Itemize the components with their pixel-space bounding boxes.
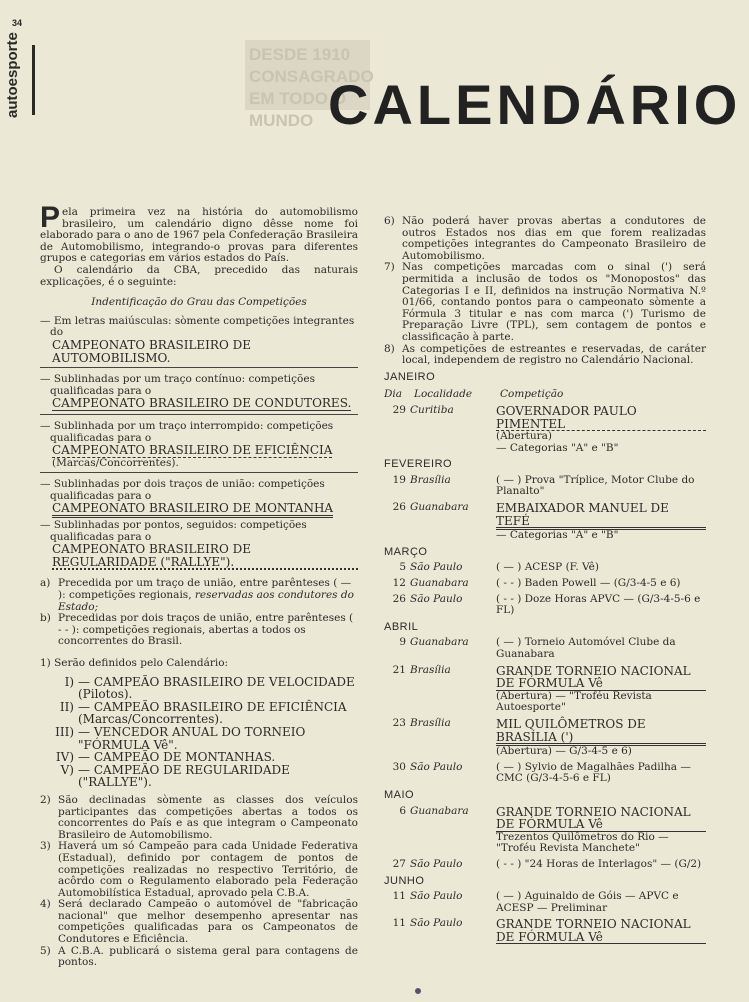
title-item: II) — CAMPEÃO BRASILEIRO DE EFICIÊNCIA (Marcas/Concorrentes). [59,699,347,727]
table-header [384,389,706,401]
title-item: I) — CAMPEÃO BRASILEIRO DE VELOCIDADE (Pilotos). [64,674,355,702]
event-day: 5 [399,561,406,574]
event-competition: ( — ) Torneio Automóvel Clube da Guanabara [496,636,676,660]
event-place: Guanabara [410,804,469,817]
event-competition: GRANDE TORNEIO NACIONAL DE FÓRMULA Vê Trezentos Quilômetros do Rio — "Troféu Revista Manchete" [496,806,706,855]
table-row [384,562,706,574]
month-heading: MARÇO [384,545,428,558]
event-place: São Paulo [410,890,463,903]
event-competition: ( - - ) Baden Powell — (G/3-4-5 e 6) [496,577,681,590]
grade-item: — Sublinhada por um traço interrompido: competições qualificadas para o CAMPEONATO BRASILEIRO DE EFICIÊNCIA (Marcas/Concorrentes). [40,419,334,469]
table-row [384,502,706,542]
event-place: Guanabara [410,577,469,590]
month-heading: JANEIRO [384,370,436,383]
event-competition: ( — ) Sylvio de Magalhães Padilha — CMC (G/3-4-5-6 e FL) [496,760,691,785]
table-row [384,578,706,590]
event-competition: ( - - ) "24 Horas de Interlagos" — (G/2) [496,857,702,870]
rule-item: 2) São declinadas sòmente as classes dos veículos participantes das competições abertas a todos os concorrentes do País e as que integram o Campeonato Brasileiro de Automobilismo. [40,793,358,841]
table-row [384,665,706,714]
ghost-headline: DESDE 1910 CONSAGRADO EM TODO O MUNDO [245,40,370,110]
event-place: São Paulo [410,760,463,773]
ink-dot [415,988,421,994]
event-competition: GRANDE TORNEIO NACIONAL DE FÓRMULA Vê (Abertura) — "Troféu Revista Autoesporte" [496,665,706,714]
event-day: 9 [399,636,406,649]
title-item: IV) — CAMPEÃO DE MONTANHAS. [55,750,276,765]
intro-paragraph-2: O calendário da CBA, precedido das naturais explicações, é o seguinte: [40,263,358,288]
event-day: 23 [392,716,406,729]
rule-item: 6) Não poderá haver provas abertas a condutores de outros Estados nos dias em que forem realizadas competições integrantes do Campeonato Brasileiro de Automobilismo. [384,215,706,262]
event-place: Brasília [410,663,451,676]
month-heading: MAIO [384,788,415,801]
note-item: a) Precedida por um traço de união, entre parênteses ( — ): competições regionais, reservadas aos condutores do Estado; [40,577,354,613]
table-row [384,918,706,944]
title-item: V) — CAMPEÃO DE REGULARIDADE ("RALLYE"). [60,762,290,790]
header-comp: Competição [500,388,564,401]
divider [40,414,358,415]
table-row [384,475,706,498]
event-competition: EMBAIXADOR MANUEL DE TEFÉ — Categorias "A" e "B" [496,502,706,542]
month-heading: FEVEREIRO [384,458,453,471]
grade-item: — Sublinhadas por pontos, seguidos: competições qualificadas para o CAMPEONATO BRASILEIRO DE REGULARIDADE ("RALLYE"). [40,520,358,570]
note-item: b) Precedidas por dois traços de união, entre parênteses ( - - ): competições regionais, abertas a todos os concorrentes do Brasil. [40,612,354,648]
event-day: 26 [392,501,406,514]
event-competition: ( - - ) Doze Horas APVC — (G/3-4-5-6 e FL) [496,592,701,617]
event-day: 11 [392,890,406,903]
grade-item: — Sublinhadas por dois traços de união: competições qualificadas para o CAMPEONATO BRASILEIRO DE MONTANHA [40,479,358,518]
rule-item: 4) Será declarado Campeão o automóvel de "fabricação nacional" que melhor desempenho apresentar nas competições qualificadas para os Campeonatos de Condutores e Eficiência. [40,898,358,946]
event-day: 30 [392,760,406,773]
table-row [384,891,706,914]
event-place: Brasília [410,716,451,729]
page-title: CALENDÁRIO [328,73,742,136]
event-day: 19 [392,473,406,486]
magazine-brand: autoesporte [4,32,21,118]
event-competition: ( — ) Prova "Tríplice, Motor Clube do Planalto" [496,473,695,498]
event-place: Brasília [410,473,451,486]
intro-paragraph: Pela primeira vez na história do automobilismo brasileiro, um calendário digno dêsse nome foi elaborado para o ano de 1967 pela Confederação Brasileira de Automobilismo, integrando-o provas para diferentes grupos e categorias em vários estados do País. [40,201,358,265]
event-day: 26 [392,592,406,605]
table-row [384,859,706,871]
event-place: São Paulo [410,592,463,605]
divider [40,472,358,473]
calendar-table [384,372,706,945]
dropcap: P [40,201,61,234]
event-day: 6 [399,804,406,817]
left-column [40,201,358,969]
rule-item: 8) As competições de estreantes e reservadas, de caráter local, independem de registro no Calendário Nacional. [384,342,706,367]
event-place: Guanabara [410,636,469,649]
rule-item: 7) Nas competições marcadas com o sinal (') será permitida a inclusão de todos os "Monopostos" das Categorias I e II, definidos na instrução Normativa N.º 01/66, contando pontos para o campeonato sòmente a Fórmula 3 titular e nas com marca (') Turismo de Preparação Livre (TPL), sem contagem de pontos e classificação à parte. [384,261,706,343]
grade-item: — Em letras maiúsculas: sòmente competições integrantes do CAMPEONATO BRASILEIRO DE AUTOMOBILISMO. [40,314,355,365]
month-heading: ABRIL [384,620,419,633]
page-number: 34 [12,18,23,28]
event-day: 21 [392,663,406,676]
event-place: Guanabara [410,501,469,514]
event-day: 29 [392,403,406,416]
champion-titles [40,676,358,789]
event-day: 11 [392,917,406,930]
event-place: São Paulo [410,917,463,930]
event-place: São Paulo [410,857,463,870]
event-day: 27 [392,857,406,870]
sidebar-rule [32,45,35,115]
month-heading: JUNHO [384,874,425,887]
grade-item: — Sublinhadas por um traço contínuo: competições qualificadas para o CAMPEONATO BRASILEIRO DE CONDUTORES. [40,373,352,411]
right-column [384,216,706,944]
table-row [384,405,706,454]
table-row [384,718,706,758]
table-row [384,762,706,785]
table-row [384,637,706,660]
header-place: Localidade [414,388,473,401]
rule-item: 5) A C.B.A. publicará o sistema geral para contagens de pontos. [40,944,358,969]
event-day: 12 [392,577,406,590]
rule-item: 3) Haverá um só Campeão para cada Unidade Federativa (Estadual), definido por contagem de pontos de competições realizadas no respectivo Território, de acôrdo com o Regulamento elaborado pela Federação Automobilística Estadual, aprovado pela C.B.A. [40,840,358,899]
title-item: III) — VENCEDOR ANUAL DO TORNEIO "FÓRMULA Vê". [55,724,306,752]
table-row [384,594,706,617]
rule-1-intro: 1) Serão definidos pelo Calendário: [40,657,229,669]
event-competition: GRANDE TORNEIO NACIONAL DE FÓRMULA Vê [496,918,706,944]
table-row [384,806,706,855]
grade-heading: Indentificação do Grau das Competições [91,296,307,309]
divider [40,367,358,368]
header-day: Dia [384,388,403,401]
event-competition: GOVERNADOR PAULO PIMENTEL (Abertura) — Categorias "A" e "B" [496,405,706,454]
event-place: São Paulo [410,561,463,574]
event-place: Curitiba [410,403,454,416]
event-competition: ( — ) Aguinaldo de Góis — APVC e ACESP — Preliminar [496,890,679,914]
event-competition: ( — ) ACESP (F. Vê) [496,561,599,574]
event-competition: MIL QUILÔMETROS DE BRASÍLIA (') (Abertura) — G/3-4-5 e 6) [496,718,706,758]
